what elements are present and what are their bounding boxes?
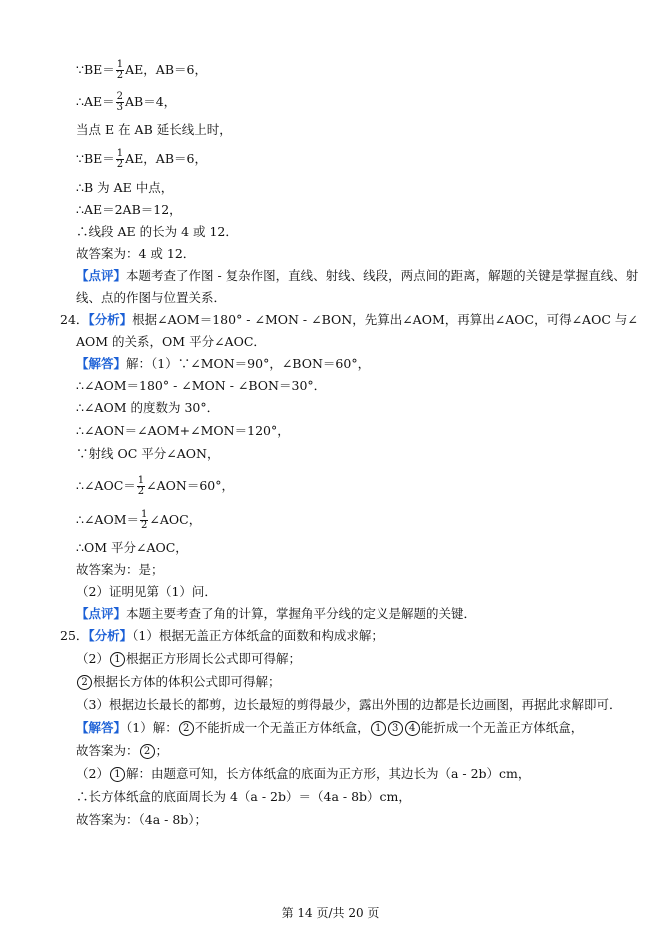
review-tag: 【点评】 bbox=[76, 268, 127, 283]
question-25-analysis-3 bbox=[76, 674, 281, 690]
denominator: 3 bbox=[116, 102, 123, 113]
text: ； bbox=[155, 743, 169, 758]
circled-number-1: 1 bbox=[371, 721, 386, 736]
numerator: 2 bbox=[116, 91, 123, 102]
review-24 bbox=[76, 606, 476, 622]
text: 本题主要考查了角的计算，掌握角平分线的定义是解题的关键． bbox=[126, 606, 477, 621]
fraction-half bbox=[116, 149, 124, 170]
text: 故答案为： bbox=[76, 743, 139, 758]
text: 根据∠AOM＝180° - ∠MON - ∠BON，先算出∠AOM，再算出∠AOC，可得∠AOC 与∠ bbox=[132, 312, 638, 327]
text: ∴∠AOM＝ bbox=[76, 512, 140, 527]
answer-25-line-4: ∴长方体纸盒的底面周长为 4（a - 2b）＝（4a - 8b）cm， bbox=[76, 789, 411, 804]
line-7: ∴线段 AE 的长为 4 或 12． bbox=[76, 224, 238, 239]
answer-24-line-4: ∴∠AON＝∠AOM+∠MON＝120°， bbox=[76, 423, 290, 438]
question-25-analysis-4: （3）根据边长最长的都剪，边长最短的剪得最少，露出外围的边都是长边画图，再据此求解即可． bbox=[76, 697, 622, 712]
answer-25-line-5: 故答案为：（4a - 8b）； bbox=[76, 812, 208, 827]
numerator: 1 bbox=[116, 148, 124, 159]
line-8: 故答案为：4 或 12． bbox=[76, 246, 196, 261]
line-4 bbox=[76, 149, 207, 170]
line-3: 当点 E 在 AB 延长线上时， bbox=[76, 122, 232, 137]
fraction-half bbox=[116, 60, 124, 81]
fraction-two-thirds bbox=[116, 92, 124, 113]
text: 本题考查了作图 - 复杂作图，直线、射线、线段，两点间的距离，解题的关键是掌握直线、射 bbox=[126, 268, 639, 283]
text: （2） bbox=[76, 766, 109, 781]
fraction-half bbox=[137, 476, 145, 497]
question-25-analysis-2 bbox=[76, 651, 301, 667]
line-1 bbox=[76, 60, 207, 81]
answer-25-line-3 bbox=[76, 766, 530, 782]
circled-number-2: 2 bbox=[77, 675, 92, 690]
denominator: 2 bbox=[141, 520, 148, 531]
question-number: 25． bbox=[60, 628, 89, 643]
numerator: 1 bbox=[116, 59, 124, 70]
answer-25-line-1 bbox=[76, 720, 583, 736]
question-24-analysis-cont: AOM 的关系，OM 平分∠AOC． bbox=[76, 334, 266, 349]
text: 不能折成一个无盖正方体纸盒， bbox=[194, 720, 370, 735]
fraction-half bbox=[140, 510, 148, 531]
answer-24-line-8: ∴OM 平分∠AOC， bbox=[76, 540, 188, 555]
question-number: 24． bbox=[60, 312, 89, 327]
denominator: 2 bbox=[116, 70, 124, 81]
text: （1）解： bbox=[126, 720, 178, 735]
circled-number-1: 1 bbox=[110, 767, 125, 782]
text: ∵BE＝ bbox=[76, 62, 115, 77]
text: AE，AB＝6， bbox=[125, 151, 207, 166]
text: AE，AB＝6， bbox=[125, 62, 207, 77]
circled-number-2: 2 bbox=[140, 744, 155, 759]
text: 根据长方体的体积公式即可得解； bbox=[93, 674, 281, 689]
answer-24-line-6 bbox=[76, 476, 234, 497]
circled-number-4: 4 bbox=[405, 721, 420, 736]
numerator: 1 bbox=[137, 475, 145, 486]
circled-number-3: 3 bbox=[388, 721, 403, 736]
text: 解：（1）∵∠MON＝90°，∠BON＝60°， bbox=[126, 356, 371, 371]
analysis-tag: 【分析】 bbox=[88, 628, 133, 643]
review-23-cont: 线、点的作图与位置关系． bbox=[76, 290, 227, 305]
answer-24-line-10: （2）证明见第（1）问． bbox=[76, 584, 217, 599]
circled-number-1: 1 bbox=[110, 652, 125, 667]
text: AB＝4， bbox=[124, 94, 177, 109]
denominator: 2 bbox=[116, 159, 124, 170]
text: 解：由题意可知，长方体纸盒的底面为正方形，其边长为（a - 2b）cm， bbox=[125, 766, 531, 781]
text: （2） bbox=[76, 651, 109, 666]
text: ∠AOC， bbox=[149, 512, 202, 527]
numerator: 1 bbox=[141, 509, 148, 520]
answer-24-line-2: ∴∠AOM＝180° - ∠MON - ∠BON＝30°． bbox=[76, 378, 327, 393]
answer-24-line-5: ∵射线 OC 平分∠AON， bbox=[76, 446, 220, 461]
question-25-analysis bbox=[60, 628, 384, 644]
text: （1）根据无盖正方体纸盒的面数和构成求解； bbox=[132, 628, 384, 643]
line-2 bbox=[76, 92, 176, 113]
review-23 bbox=[76, 268, 638, 284]
answer-24-line-3: ∴∠AOM 的度数为 30°． bbox=[76, 400, 220, 415]
answer-24-line-9: 故答案为：是； bbox=[76, 562, 164, 577]
page-footer: 第 14 页/共 20 页 bbox=[281, 906, 380, 920]
analysis-tag: 【分析】 bbox=[88, 312, 133, 327]
text: ∴∠AOC＝ bbox=[76, 478, 136, 493]
answer-25-line-2 bbox=[76, 743, 168, 759]
question-24-analysis bbox=[60, 312, 638, 328]
answer-tag: 【解答】 bbox=[76, 356, 127, 371]
text: 根据正方形周长公式即可得解； bbox=[125, 651, 301, 666]
text: 能折成一个无盖正方体纸盒， bbox=[420, 720, 584, 735]
review-tag: 【点评】 bbox=[76, 606, 127, 621]
circled-number-2: 2 bbox=[179, 721, 194, 736]
text: ∴AE＝ bbox=[76, 94, 115, 109]
text: ∠AON＝60°， bbox=[146, 478, 234, 493]
denominator: 2 bbox=[137, 486, 145, 497]
line-6: ∴AE＝2AB＝12， bbox=[76, 202, 182, 217]
answer-24-line-1 bbox=[76, 356, 370, 372]
answer-24-line-7 bbox=[76, 510, 201, 531]
line-5: ∴B 为 AE 中点， bbox=[76, 180, 174, 195]
text: ∵BE＝ bbox=[76, 151, 115, 166]
answer-tag: 【解答】 bbox=[76, 720, 127, 735]
